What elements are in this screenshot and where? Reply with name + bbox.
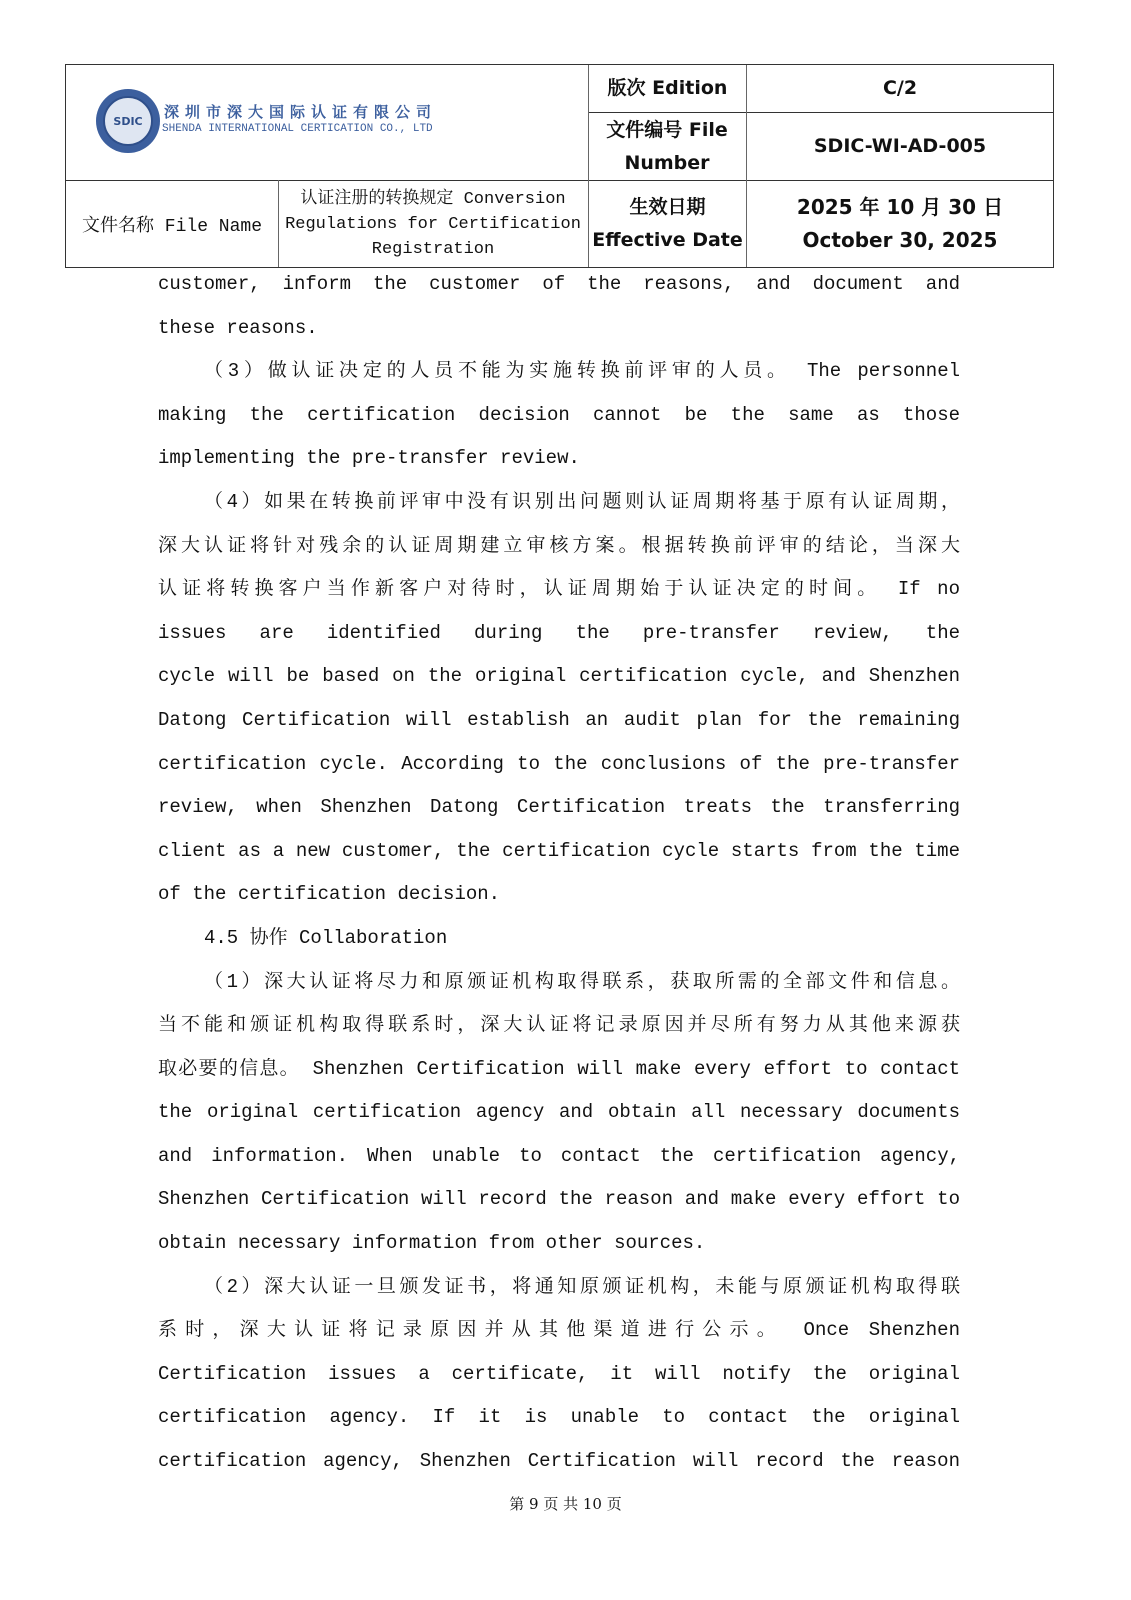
paragraph — [158, 263, 960, 350]
paragraph — [158, 961, 960, 1266]
text-line: certification agency. If it is unable to contact the original — [158, 1406, 960, 1429]
edition-value: C/2 — [882, 77, 918, 99]
effective-date-label-cn: 生效日期 — [629, 196, 706, 218]
text-line: （4）如果在转换前评审中没有识别出问题则认证周期将基于原有认证周期， — [204, 490, 960, 513]
file-number-value: SDIC-WI-AD-005 — [813, 135, 987, 157]
paragraph — [158, 1266, 960, 1484]
text-line: （2）深大认证一旦颁发证书，将通知原颁证机构，未能与原颁证机构取得联 — [204, 1275, 960, 1298]
text-line: these reasons. — [158, 316, 318, 339]
page-number: 第 9 页 共 10 页 — [509, 1495, 622, 1513]
document-body — [158, 263, 960, 1484]
file-number-label: 文件编号 File Number — [606, 118, 728, 174]
text-line: implementing the pre-transfer review. — [158, 447, 580, 470]
edition-label: 版次 Edition — [607, 77, 728, 99]
text-line: the original certification agency and obtain all necessary documents — [158, 1101, 960, 1124]
text-line: 4.5 协作 Collaboration — [204, 926, 448, 949]
company-name-cn: 深圳市深大国际认证有限公司 — [164, 103, 438, 121]
text-line: client as a new customer, the certification cycle starts from the time — [158, 839, 960, 862]
effective-date-label-en: Effective Date — [592, 229, 743, 251]
text-line: Datong Certification will establish an audit plan for the remaining — [158, 708, 960, 731]
text-line: 认证将转换客户当作新客户对待时，认证周期始于认证决定的时间。 If no — [158, 578, 960, 601]
effective-date-en: October 30, 2025 — [802, 228, 998, 252]
text-line: 当不能和颁证机构取得联系时，深大认证将记录原因并尽所有努力从其他来源获 — [158, 1014, 960, 1037]
section-heading — [158, 917, 960, 961]
file-name-label: 文件名称 File Name — [81, 217, 263, 237]
paragraph — [158, 481, 960, 917]
text-line: 系时，深大认证将记录原因并从其他渠道进行公示。 Once Shenzhen — [158, 1319, 960, 1342]
text-line: Certification issues a certificate, it will notify the original — [158, 1362, 960, 1385]
text-line: 取必要的信息。 Shenzhen Certification will make every effort to contact — [158, 1057, 960, 1080]
text-line: certification agency, Shenzhen Certification will record the reason — [158, 1450, 960, 1473]
text-line: 深大认证将针对残余的认证周期建立审核方案。根据转换前评审的结论，当深大 — [158, 534, 960, 557]
text-line: Shenzhen Certification will record the reason and make every effort to — [158, 1188, 960, 1211]
file-name-value: 认证注册的转换规定 Conversion Regulations for Certification Registration — [285, 189, 581, 259]
document-header-table — [65, 64, 1054, 268]
text-line: obtain necessary information from other sources. — [158, 1232, 706, 1255]
text-line: of the certification decision. — [158, 883, 501, 906]
text-line: review, when Shenzhen Datong Certification treats the transferring — [158, 796, 960, 819]
text-line: making the certification decision cannot be the same as those — [158, 403, 960, 426]
effective-date-cn: 2025 年 10 月 30 日 — [796, 195, 1004, 219]
sdic-seal-icon: SDIC — [96, 89, 160, 153]
text-line: customer, inform the customer of the reasons, and document and — [158, 273, 960, 295]
text-line: and information. When unable to contact the certification agency, — [158, 1144, 960, 1167]
text-line: issues are identified during the pre-transfer review, the — [158, 621, 960, 644]
text-line: （3）做认证决定的人员不能为实施转换前评审的人员。 The personnel — [204, 360, 960, 383]
company-name-en: SHENDA INTERNATIONAL CERTICATION CO., LTD — [162, 123, 433, 135]
text-line: certification cycle. According to the conclusions of the pre-transfer — [158, 752, 960, 775]
text-line: （1）深大认证将尽力和原颁证机构取得联系，获取所需的全部文件和信息。 — [204, 970, 960, 993]
paragraph — [158, 350, 960, 481]
text-line: cycle will be based on the original certification cycle, and Shenzhen — [158, 665, 960, 688]
